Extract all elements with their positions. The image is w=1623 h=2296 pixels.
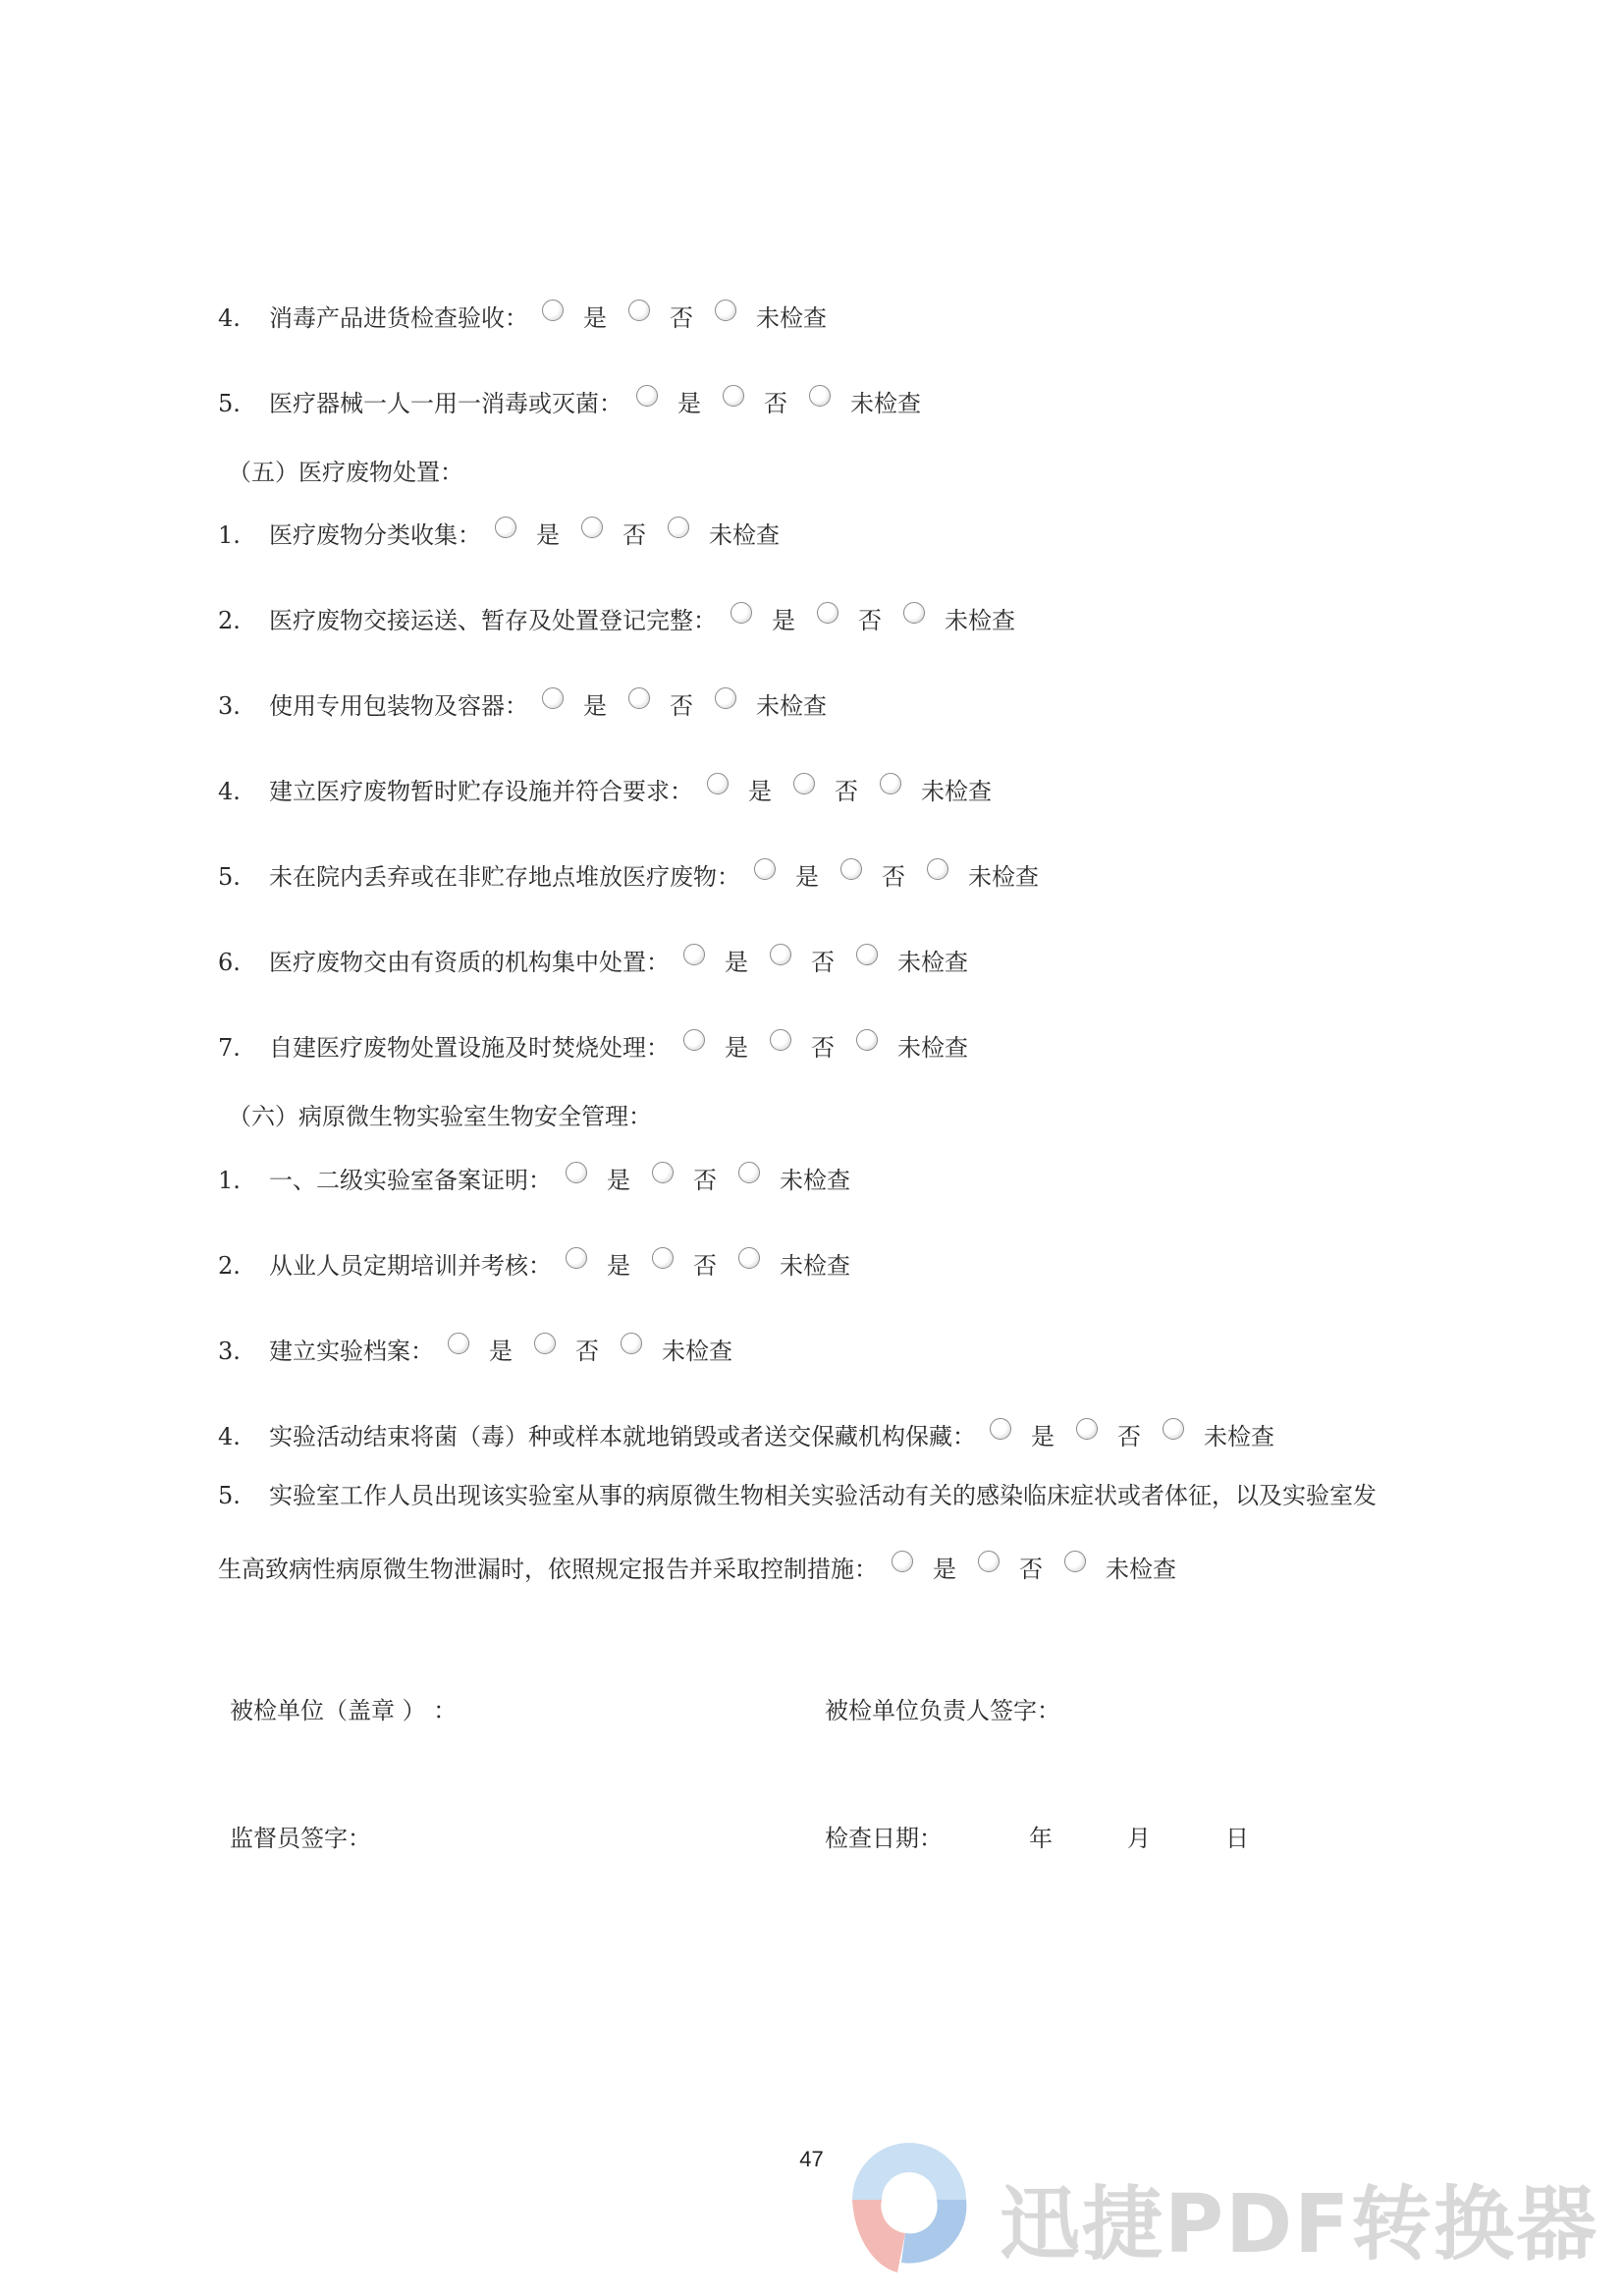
option-unchecked-label: 未检查 — [756, 304, 827, 332]
item-question: 医疗废物交接运送、暂存及处置登记完整： — [269, 607, 717, 634]
option-unchecked-label: 未检查 — [1106, 1556, 1176, 1583]
item-question: 未在院内丢弃或在非贮存地点堆放医疗废物： — [269, 863, 740, 891]
option-yes-label: 是 — [677, 390, 701, 417]
radio-yes[interactable] — [566, 1162, 587, 1183]
watermark — [842, 2139, 1608, 2276]
item-question: 建立实验档案： — [269, 1338, 434, 1365]
item-lab-filing — [0, 1166, 850, 1195]
radio-unchecked[interactable] — [1064, 1551, 1086, 1572]
radio-unchecked[interactable] — [715, 687, 736, 709]
radio-unchecked[interactable] — [668, 517, 689, 538]
radio-yes[interactable] — [495, 517, 516, 538]
radio-unchecked[interactable] — [856, 1029, 878, 1051]
radio-unchecked[interactable] — [856, 944, 878, 965]
option-no-label: 否 — [670, 304, 693, 332]
radio-no[interactable] — [581, 517, 603, 538]
option-no-label: 否 — [1117, 1423, 1141, 1450]
option-no-label: 否 — [693, 1167, 717, 1194]
option-no-label: 否 — [670, 692, 693, 720]
option-yes-label: 是 — [536, 521, 560, 549]
item-number: 4. — [218, 778, 241, 805]
item-number: 7. — [218, 1034, 241, 1062]
option-yes-label: 是 — [748, 778, 772, 805]
item-number: 6. — [218, 949, 241, 976]
radio-no[interactable] — [628, 687, 650, 709]
option-no-label: 否 — [882, 863, 905, 891]
item-number: 4. — [218, 1423, 241, 1450]
item-number: 3. — [218, 1338, 241, 1365]
item-question: 从业人员定期培训并考核： — [269, 1252, 552, 1280]
option-no-label: 否 — [858, 607, 882, 634]
option-no-label: 否 — [811, 949, 835, 976]
option-yes-label: 是 — [583, 692, 607, 720]
item-waste-transfer — [0, 606, 1015, 635]
radio-unchecked[interactable] — [738, 1162, 760, 1183]
option-yes-label: 是 — [772, 607, 795, 634]
option-no-label: 否 — [575, 1338, 599, 1365]
radio-yes[interactable] — [730, 602, 752, 624]
option-no-label: 否 — [622, 521, 646, 549]
radio-no[interactable] — [628, 300, 650, 321]
option-yes-label: 是 — [725, 1034, 748, 1062]
option-no-label: 否 — [1019, 1556, 1043, 1583]
item-lab-records — [0, 1337, 732, 1366]
option-yes-label: 是 — [583, 304, 607, 332]
option-no-label: 否 — [835, 778, 858, 805]
radio-yes[interactable] — [707, 773, 729, 794]
item-waste-dumping — [0, 862, 1039, 892]
inspection-date-label: 检查日期： — [825, 1825, 943, 1852]
item-waste-storage — [0, 777, 992, 806]
option-yes-label: 是 — [489, 1338, 513, 1365]
item-number: 1. — [218, 1167, 241, 1194]
date-month-label: 月 — [1127, 1825, 1151, 1852]
option-unchecked-label: 未检查 — [968, 863, 1039, 891]
item-question: 医疗器械一人一用一消毒或灭菌： — [269, 390, 622, 417]
date-day-label: 日 — [1225, 1825, 1249, 1852]
section-heading-lab-biosafety: （六）病原微生物实验室生物安全管理： — [228, 1103, 652, 1130]
radio-no[interactable] — [770, 1029, 791, 1051]
item-number: 5. — [218, 390, 241, 417]
radio-no[interactable] — [770, 944, 791, 965]
option-unchecked-label: 未检查 — [709, 521, 780, 549]
item-number: 2. — [218, 1252, 241, 1280]
radio-unchecked[interactable] — [809, 385, 831, 407]
item-number: 5. — [218, 863, 241, 891]
section-heading-medical-waste: （五）医疗废物处置： — [228, 459, 463, 486]
inspected-unit-seal-label: 被检单位（盖章 ） ： — [230, 1697, 458, 1724]
option-yes-label: 是 — [933, 1556, 956, 1583]
item-question: 实验活动结束将菌（毒）种或样本就地销毁或者送交保藏机构保藏： — [269, 1423, 976, 1450]
radio-yes[interactable] — [542, 300, 564, 321]
item-waste-sort — [0, 520, 780, 550]
item-incident-report-line2 — [218, 1555, 1176, 1584]
radio-yes[interactable] — [754, 858, 776, 880]
radio-unchecked[interactable] — [715, 300, 736, 321]
item-waste-packaging — [0, 691, 827, 721]
radio-no[interactable] — [652, 1162, 674, 1183]
radio-no[interactable] — [840, 858, 862, 880]
option-no-label: 否 — [811, 1034, 835, 1062]
radio-yes[interactable] — [990, 1418, 1011, 1440]
item-number: 5. — [218, 1482, 241, 1509]
radio-unchecked[interactable] — [903, 602, 925, 624]
watermark-text: 迅捷PDF转换器 — [1000, 2178, 1599, 2271]
inspector-signature-label: 监督员签字： — [230, 1825, 371, 1852]
radio-yes[interactable] — [542, 687, 564, 709]
option-yes-label: 是 — [725, 949, 748, 976]
option-yes-label: 是 — [607, 1252, 630, 1280]
item-waste-qualified — [0, 948, 968, 977]
item-question: 消毒产品进货检查验收： — [269, 304, 528, 332]
option-unchecked-label: 未检查 — [780, 1252, 850, 1280]
date-year-label: 年 — [1029, 1825, 1053, 1852]
radio-yes[interactable] — [448, 1333, 469, 1354]
item-incident-report-line1 — [0, 1481, 1377, 1510]
radio-unchecked[interactable] — [738, 1247, 760, 1269]
radio-unchecked[interactable] — [621, 1333, 642, 1354]
option-unchecked-label: 未检查 — [897, 1034, 968, 1062]
option-unchecked-label: 未检查 — [756, 692, 827, 720]
page-number: 47 — [799, 2147, 824, 2171]
item-question-line2: 生高致病性病原微生物泄漏时，依照规定报告并采取控制措施： — [218, 1556, 878, 1583]
radio-yes[interactable] — [892, 1551, 913, 1572]
option-no-label: 否 — [693, 1252, 717, 1280]
unit-head-signature-label: 被检单位负责人签字： — [825, 1697, 1060, 1724]
radio-no[interactable] — [817, 602, 839, 624]
radio-yes[interactable] — [683, 944, 705, 965]
option-no-label: 否 — [764, 390, 787, 417]
radio-yes[interactable] — [683, 1029, 705, 1051]
radio-no[interactable] — [1076, 1418, 1098, 1440]
item-staff-training — [0, 1251, 850, 1281]
radio-unchecked[interactable] — [1163, 1418, 1184, 1440]
inspection-date-field — [825, 1824, 1249, 1853]
option-unchecked-label: 未检查 — [921, 778, 992, 805]
item-disinfect-product — [0, 303, 827, 333]
item-question: 一、二级实验室备案证明： — [269, 1167, 552, 1194]
option-yes-label: 是 — [795, 863, 819, 891]
option-unchecked-label: 未检查 — [780, 1167, 850, 1194]
radio-no[interactable] — [534, 1333, 556, 1354]
option-yes-label: 是 — [607, 1167, 630, 1194]
item-waste-incinerate — [0, 1033, 968, 1063]
item-question: 医疗废物交由有资质的机构集中处置： — [269, 949, 670, 976]
watermark-logo-icon — [842, 2139, 975, 2276]
item-number: 3. — [218, 692, 241, 720]
item-number: 1. — [218, 521, 241, 549]
radio-yes[interactable] — [636, 385, 658, 407]
item-question-line1: 实验室工作人员出现该实验室从事的病原微生物相关实验活动有关的感染临床症状或者体征，以及实验室发 — [269, 1482, 1377, 1509]
radio-no[interactable] — [652, 1247, 674, 1269]
option-unchecked-label: 未检查 — [662, 1338, 732, 1365]
item-question: 建立医疗废物暂时贮存设施并符合要求： — [269, 778, 693, 805]
item-strain-disposal — [0, 1422, 1274, 1451]
option-yes-label: 是 — [1031, 1423, 1055, 1450]
item-question: 使用专用包装物及容器： — [269, 692, 528, 720]
item-question: 医疗废物分类收集： — [269, 521, 481, 549]
item-number: 2. — [218, 607, 241, 634]
option-unchecked-label: 未检查 — [850, 390, 921, 417]
item-number: 4. — [218, 304, 241, 332]
item-question: 自建医疗废物处置设施及时焚烧处理： — [269, 1034, 670, 1062]
radio-no[interactable] — [978, 1551, 1000, 1572]
radio-unchecked[interactable] — [880, 773, 901, 794]
option-unchecked-label: 未检查 — [945, 607, 1015, 634]
radio-no[interactable] — [723, 385, 744, 407]
radio-yes[interactable] — [566, 1247, 587, 1269]
item-device-sterilize — [0, 389, 921, 418]
radio-no[interactable] — [793, 773, 815, 794]
radio-unchecked[interactable] — [927, 858, 948, 880]
option-unchecked-label: 未检查 — [1204, 1423, 1274, 1450]
option-unchecked-label: 未检查 — [897, 949, 968, 976]
